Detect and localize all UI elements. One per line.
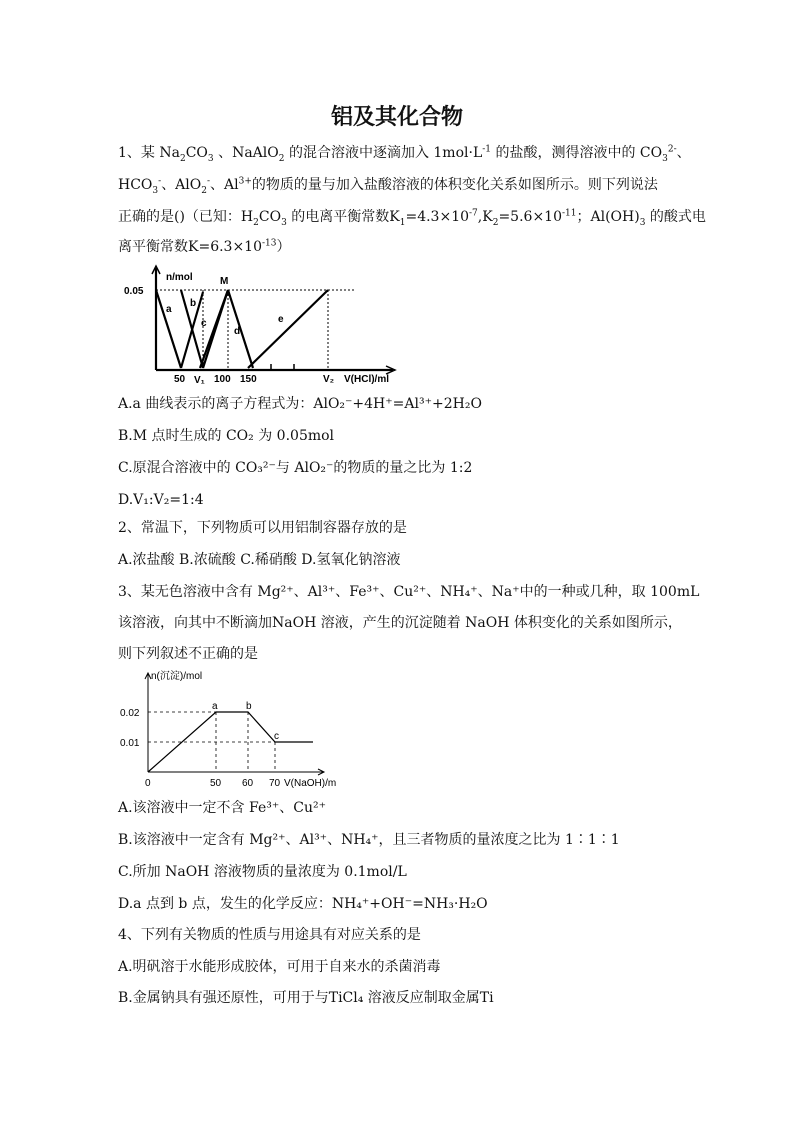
q1-label-b: b (190, 298, 197, 309)
q4-stem: 4、下列有关物质的性质与用途具有对应关系的是 (118, 927, 421, 943)
q1-xtick-150: 150 (240, 374, 257, 385)
q3-option-b: B.该溶液中一定含有 Mg²⁺、Al³⁺、NH₄⁺，且三者物质的量浓度之比为 1∶1∶1 (118, 832, 620, 848)
q1-option-d: D.V₁:V₂=1:4 (118, 492, 204, 508)
q1-option-b: B.M 点时生成的 CO₂ 为 0.05mol (118, 428, 335, 444)
q1-line-2: $HCO_3^-$、AlO$_2$-、$Al^{3+}$的物质的量与加入盐酸溶液的体积变化关系如图所示。则下列说法 (118, 176, 658, 196)
q1-label-e: e (278, 314, 284, 325)
q3-point-b: b (246, 701, 252, 712)
q3-xtick-70: 70 (269, 778, 281, 789)
q3-point-a: a (212, 701, 218, 712)
q1-curve-a (156, 290, 181, 368)
q1-line-1: 1、某 $Na_2CO_3$ 、NaAlO$_2$ 的混合溶液中逐滴加入 $1mol\cdot L^{-1}$ 的盐酸，测得溶液中的 $CO_3^{2-}$、 (118, 144, 691, 164)
q2-stem: 2、常温下，下列物质可以用铝制容器存放的是 (118, 520, 407, 536)
q1-label-c: c (201, 318, 207, 329)
q1-xtick-50: 50 (174, 374, 186, 385)
q1-option-a: A.a 曲线表示的离子方程式为：AlO₂⁻+4H⁺=Al³⁺+2H₂O (118, 396, 482, 412)
q1-xtick-100: 100 (214, 374, 231, 385)
q1-curve-e (248, 290, 328, 368)
q3-line-3: 则下列叙述不正确的是 (118, 646, 258, 662)
q1-ytick-0.05: 0.05 (124, 286, 144, 297)
q3-ylabel: n(沉淀)/mol (151, 671, 203, 682)
q1-line-4: 离平衡常数$K=6.3\times 10^{-13}$） (118, 238, 291, 255)
q1-line-3: 正确的是()（已知：$H_2CO_3$ 的电离平衡常数$K_1=4.3\times 10^{-7},K_2=5.6\times 10^{-11}$；$Al(OH)_3$ 的酸式电 (118, 208, 706, 228)
q1-point-m: M (220, 276, 229, 287)
q3-ytick-0.01: 0.01 (120, 738, 140, 749)
q1-label-d: d (234, 326, 241, 337)
q1-label-a: a (166, 304, 172, 315)
q3-xtick-50: 50 (210, 778, 222, 789)
q3-ytick-0.02: 0.02 (120, 708, 140, 719)
q4-option-b: B.金属钠具有强还原性，可用于与TiCl₄ 溶液反应制取金属Ti (118, 990, 494, 1006)
q3-line-1: 3、某无色溶液中含有 Mg²⁺、Al³⁺、Fe³⁺、Cu²⁺、NH₄⁺、Na⁺中的一种或几种，取 100mL (118, 584, 700, 600)
q3-option-d: D.a 点到 b 点，发生的化学反应：NH₄⁺+OH⁻=NH₃·H₂O (118, 896, 488, 912)
q1-xtick-v1: V₁ (194, 375, 205, 386)
q1-ylabel: n/mol (166, 272, 193, 283)
q1-chart (118, 262, 458, 388)
q1-option-c: C.原混合溶液中的 CO₃²⁻与 AlO₂⁻的物质的量之比为 1:2 (118, 460, 473, 476)
q3-xlabel: V(NaOH)/m (284, 778, 337, 789)
q1-curve-e-fall (200, 290, 228, 368)
q3-option-c: C.所加 NaOH 溶液物质的量浓度为 0.1mol/L (118, 864, 407, 880)
q3-line-2: 该溶液，向其中不断滴加NaOH 溶液，产生的沉淀随着 NaOH 体积变化的关系如图所示， (118, 615, 682, 631)
q3-xtick-60: 60 (242, 778, 254, 789)
q3-option-a: A.该溶液中一定不含 Fe³⁺、Cu²⁺ (118, 800, 326, 816)
q3-chart (118, 668, 348, 792)
q3-xtick-0: 0 (145, 778, 151, 789)
page-title: 铝及其化合物 (330, 105, 463, 130)
q1-xtick-v2: V₂ (323, 374, 335, 385)
q1-xlabel: V(HCl)/ml (344, 374, 389, 385)
q3-point-c: c (274, 731, 279, 742)
q4-option-a: A.明矾溶于水能形成胶体，可用于自来水的杀菌消毒 (118, 959, 441, 975)
q2-options: A.浓盐酸 B.浓硫酸 C.稀硝酸 D.氢氧化钠溶液 (118, 552, 401, 568)
q1-curve-d (228, 290, 253, 368)
